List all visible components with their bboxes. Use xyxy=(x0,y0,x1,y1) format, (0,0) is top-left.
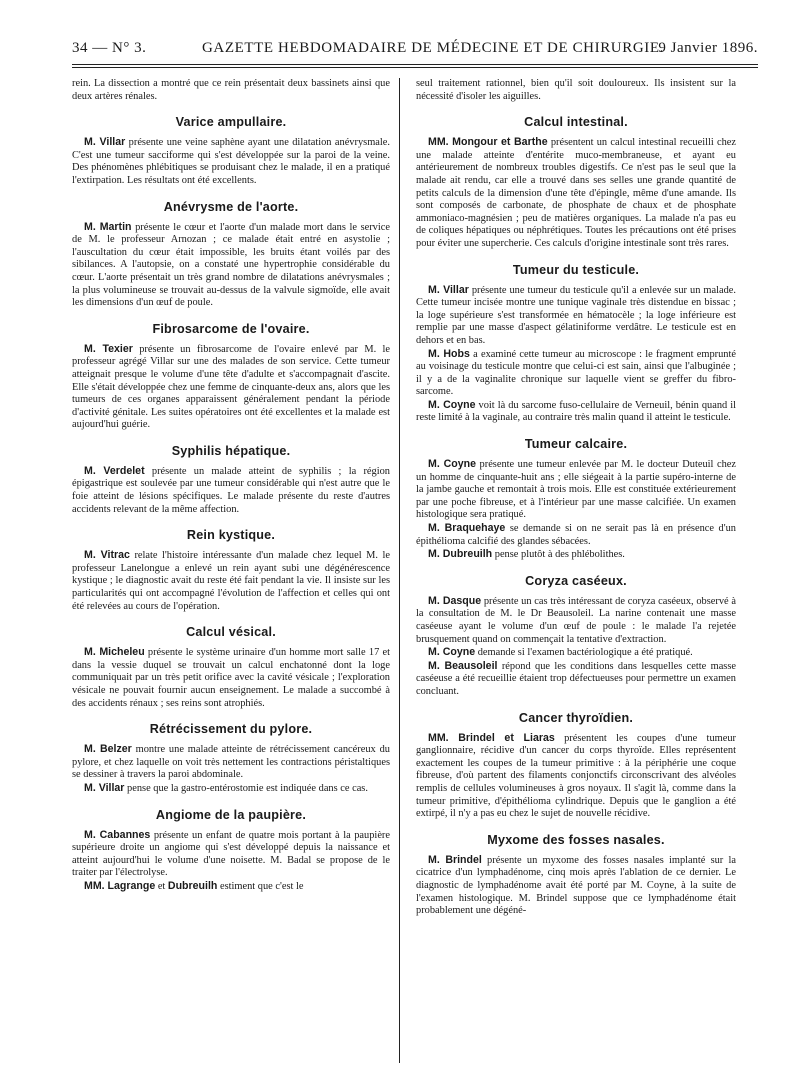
paragraph xyxy=(72,646,390,710)
speaker-name: M. Martin xyxy=(84,220,132,233)
paragraph xyxy=(72,549,390,613)
left-column xyxy=(72,78,390,894)
paragraph xyxy=(72,880,390,894)
paragraph-text: se demande si on ne serait pas là en présence d'un épithélioma calcifié des glandes sébacées. xyxy=(416,523,737,547)
speaker-name: M. Dubreuilh xyxy=(428,548,493,561)
section-title: Fibrosarcome de l'ovaire. xyxy=(152,321,310,336)
paragraph-text: relate l'histoire intéressante d'un malade chez lequel M. le professeur Lanelongue a enlevé un rein ayant subi une dégénérescence kystique ; le diagnostic avait du reste été fait pendant la vie. Il insiste sur les particularités qui ont accompagné l'évolution de l'affection et celles qui ont été relevées au cours de l'opération. xyxy=(72,550,390,612)
speaker-name: M. Coyne xyxy=(428,458,477,471)
continued-text: seul traitement rationnel, bien qu'il soit douloureux. Ils insistent sur la nécessité d'isoler les aiguilles. xyxy=(416,78,736,102)
paragraph xyxy=(72,829,390,880)
header-rule xyxy=(72,64,758,65)
paragraph xyxy=(416,646,736,660)
section-title: Tumeur calcaire. xyxy=(524,437,628,452)
journal-title: GAZETTE HEBDOMADAIRE DE MÉDECINE ET DE CHIRURGIE. xyxy=(202,40,664,56)
paragraph xyxy=(72,221,390,310)
section-title: Varice ampullaire. xyxy=(175,115,287,130)
section-title: Rétrécissement du pylore. xyxy=(149,722,313,737)
section-title: Syphilis hépatique. xyxy=(171,443,291,458)
paragraph-text: présente le cœur et l'aorte d'un malade mort dans le service de M. le professeur Arnozan ; ce malade était entré en asystolie ; l'auscultation du cœur était impossible, les bruits étant voilés par des sibilances. A l'autopsie, on a constaté une hypertrophie considérable du cœur. L'aorte présentait un très grand nombre de dilatations anévrysmales ; la plus volumineuse se trouvait au-dessus de la valvule sigmoïde, elle avait les dimensions d'un œuf de poule. xyxy=(72,221,390,309)
section-title: Rein kystique. xyxy=(186,528,276,543)
speaker-name: M. Beausoleil xyxy=(428,659,498,672)
continued-text: rein. La dissection a montré que ce rein présentait deux bassinets ainsi que deux artères rénales. xyxy=(72,78,390,102)
speaker-name: MM. Brindel et Liaras xyxy=(428,731,555,744)
paragraph-text: estiment que c'est le xyxy=(217,880,304,892)
section-title: Anévrysme de l'aorte. xyxy=(163,199,299,214)
paragraph-text: présente un myxome des fosses nasales implanté sur la cicatrice d'un lymphadénome, cinq mois après l'ablation de ce dernier. Le diagnostic de lymphadénome avait été porté par M. Coyne, à la suite de l'examen histologique. M. Brindel suppose que ce lymphadénome était probablement une dégéné- xyxy=(416,854,736,917)
section-title: Coryza caséeux. xyxy=(525,573,627,588)
paragraph xyxy=(72,465,390,516)
paragraph-text: présente un malade atteint de syphilis ; la région épigastrique est soulevée par une tumeur considérable qui n'est autre que le foie atteint de lésions spécifiques. Le malade présente du reste d'autres accidents relevant de la même affection. xyxy=(72,465,390,515)
section-title: Calcul intestinal. xyxy=(524,115,628,130)
page-number: 34 — N° 3. xyxy=(72,40,147,56)
paragraph-text: présente un enfant de quatre mois portant à la paupière supérieure droite un angiome qui s'est développé depuis la naissance et atteint aujourd'hui le volume d'une noisette. M. Badal se propose de le traiter par l'électrolyse. xyxy=(72,829,391,879)
paragraph xyxy=(416,522,736,548)
paragraph-text: présentent un calcul intestinal recueilli chez une malade atteinte d'entérite muco-membraneuse, et ayant eu antérieurement de nombreux troubles digestifs. Ce n'est pas le seul que la malade ait rendu, car elle a trouvé dans ses selles une grande quantité de petits calculs de la dimension d'une tête d'épingle, même d'une amande. Ils sont composés de carbonate, de phosphate de chaux et de phosphate ammoniaco-magnésien ; peu de matières organiques. La malade n'a pas eu de coliques hépatiques ou néphrétiques. Toutes les précautions ont été prises pour éviter une supercherie. Ces calculs d'origine intestinale sont très rares. xyxy=(416,137,736,249)
paragraph xyxy=(416,399,736,425)
speaker-name: M. Coyne xyxy=(428,646,476,659)
paragraph xyxy=(416,548,736,562)
paragraph xyxy=(416,854,736,918)
section-title: Tumeur du testicule. xyxy=(512,262,640,277)
right-column xyxy=(416,78,736,918)
paragraph-text: a examiné cette tumeur au microscope : le fragment emprunté au voisinage du testicule montre que celui-ci est sain, ainsi que l'albuginée ; il y a de la vaginalite chronique sur laquelle vient se greffer du fibro-sarcome. xyxy=(416,348,737,398)
speaker-name: M. Micheleu xyxy=(84,646,145,659)
speaker-name: M. Braquehaye xyxy=(428,522,506,535)
speaker-name: M. Brindel xyxy=(428,853,482,866)
speaker-name: M. Villar xyxy=(428,283,469,296)
page-header xyxy=(72,40,758,60)
paragraph xyxy=(416,284,736,348)
speaker-name: M. Belzer xyxy=(84,743,132,756)
speaker-name: M. Dasque xyxy=(428,594,482,607)
speaker-name: M. Coyne xyxy=(428,398,476,411)
speaker-name: M. Vitrac xyxy=(84,549,130,562)
paragraph xyxy=(416,660,736,699)
paragraph-text: voit là du sarcome fuso-cellulaire de Verneuil, bénin quand il reste limité à la vaginale, au contraire très malin quand il atteint le testicule. xyxy=(416,399,736,424)
section-title: Myxome des fosses nasales. xyxy=(487,832,665,847)
paragraph xyxy=(416,348,736,399)
speaker-name: M. Verdelet xyxy=(84,464,145,477)
paragraph-text: pense que la gastro-entérostomie est indiquée dans ce cas. xyxy=(124,782,368,794)
paragraph-text: pense plutôt à des phlébolithes. xyxy=(492,549,625,561)
column-divider xyxy=(399,78,400,1063)
paragraph-text: présente une veine saphène ayant une dilatation anévrysmale. C'est une tumeur sacciforme qui s'est développée sur la paroi de la veine. Des phénomènes phlébitiques se produisant chez le malade, il en a pratiqué l'extirpation. Les résultats ont été excellents. xyxy=(72,137,390,186)
paragraph-text: présente une tumeur enlevée par M. le docteur Duteuil chez un homme de cinquante-huit ans ; elle siégeait à la partie supéro-interne de la jambe gauche et remontait à trois mois. Elle est constituée extérieurement par une poche fibreuse, et à l'intérieur par une masse calcifiée. Un examen histologique sera pratiqué. xyxy=(416,459,736,521)
paragraph xyxy=(72,782,390,796)
paragraph-text: présente un fibrosarcome de l'ovaire enlevé par M. le professeur agrégé Villar sur une des malades de son service. Cette tumeur atteignait presque le volume d'une tête d'adulte et s'accompagnait d'ascite. Elle s'était développée chez une femme de cinquante-deux ans, alors que les tumeurs de ces organes apparaissent généralement pendant la période d'activité génitale. Les suites opératoires ont été excellentes et la malade est aujourd'hui guérie. xyxy=(72,343,391,431)
paragraph-text: présentent les coupes d'une tumeur ganglionnaire, récidive d'un cancer du corps thyroïde. Elles représentent exactement les coupes de la tumeur primitive : à la périphérie une coque fibreuse, d'où partent des filaments conjonctifs circonscrivant des alvéoles remplis de cellules volumineuses à gros noyaux. Il s'agit là, comme dans la tumeur primitive, d'épithélioma cylindrique. Depuis que le ganglion a été extirpé, il n'y a pas eu chez le sujet de nouvelle récidive. xyxy=(416,732,736,820)
speaker-name: M. Villar xyxy=(84,781,125,794)
speaker-name: MM. Lagrange xyxy=(84,879,156,892)
paragraph xyxy=(416,732,736,821)
issue-date: 9 Janvier 1896. xyxy=(658,40,758,56)
speaker-name: MM. Mongour et Barthe xyxy=(428,136,548,149)
paragraph-text: demande si l'examen bactériologique a été pratiqué. xyxy=(475,647,693,659)
paragraph-text: et xyxy=(155,880,168,892)
paragraph xyxy=(72,743,390,782)
paragraph xyxy=(72,343,390,432)
speaker-name: M. Cabannes xyxy=(84,828,151,841)
speaker-name: M. Hobs xyxy=(428,347,470,360)
section-title: Angiome de la paupière. xyxy=(155,807,307,822)
paragraph-text: répond que les conditions dans lesquelles cette masse caséeuse a été recueillie étaient trop défectueuses pour permettre un examen concluant. xyxy=(416,660,737,697)
paragraph xyxy=(416,136,736,250)
paragraph xyxy=(72,136,390,187)
paragraph-text: montre une malade atteinte de rétrécissement cancéreux du pylore, et chez laquelle on voit très nettement les contractions péristaltiques se dessiner à travers la paroi abdominale. xyxy=(72,744,390,781)
paragraph-text: présente un cas très intéressant de coryza caséeux, observé à la consultation de M. le Dr Beausoleil. La narine contenait une masse caséeuse ayant le volume d'un œuf de poule : le malade l'a rejetée brusquement quand on commençait la tentative d'extraction. xyxy=(416,595,736,645)
speaker-name: Dubreuilh xyxy=(167,879,218,892)
section-title: Calcul vésical. xyxy=(186,625,276,640)
paragraph xyxy=(416,595,736,646)
speaker-name: M. Texier xyxy=(84,342,133,355)
header-rule-double xyxy=(72,67,758,68)
paragraph-text: présente une tumeur du testicule qu'il a enlevée sur un malade. Cette tumeur incisée montre une tunique vaginale très distendue en bissac ; la loge supérieure s'est transformée en hématocèle ; la loge inférieure est remplie par une masse d'aspect gélatiniforme verdâtre. Le testicule est en dehors et en bas. xyxy=(416,284,736,346)
speaker-name: M. Villar xyxy=(84,136,126,149)
paragraph xyxy=(416,458,736,522)
paragraph-text: présente le système urinaire d'un homme mort salle 17 et dans la vessie duquel se trouvait un calcul enchatonné dont la loge communiquait par un très petit orifice avec la cavité vésicale ; l'exploration vésicale ne pouvait fournir aucun enseignement. Le malade a succombé à des accidents rénaux ; ses reins sont atrophiés. xyxy=(72,647,390,709)
section-title: Cancer thyroïdien. xyxy=(518,710,634,725)
